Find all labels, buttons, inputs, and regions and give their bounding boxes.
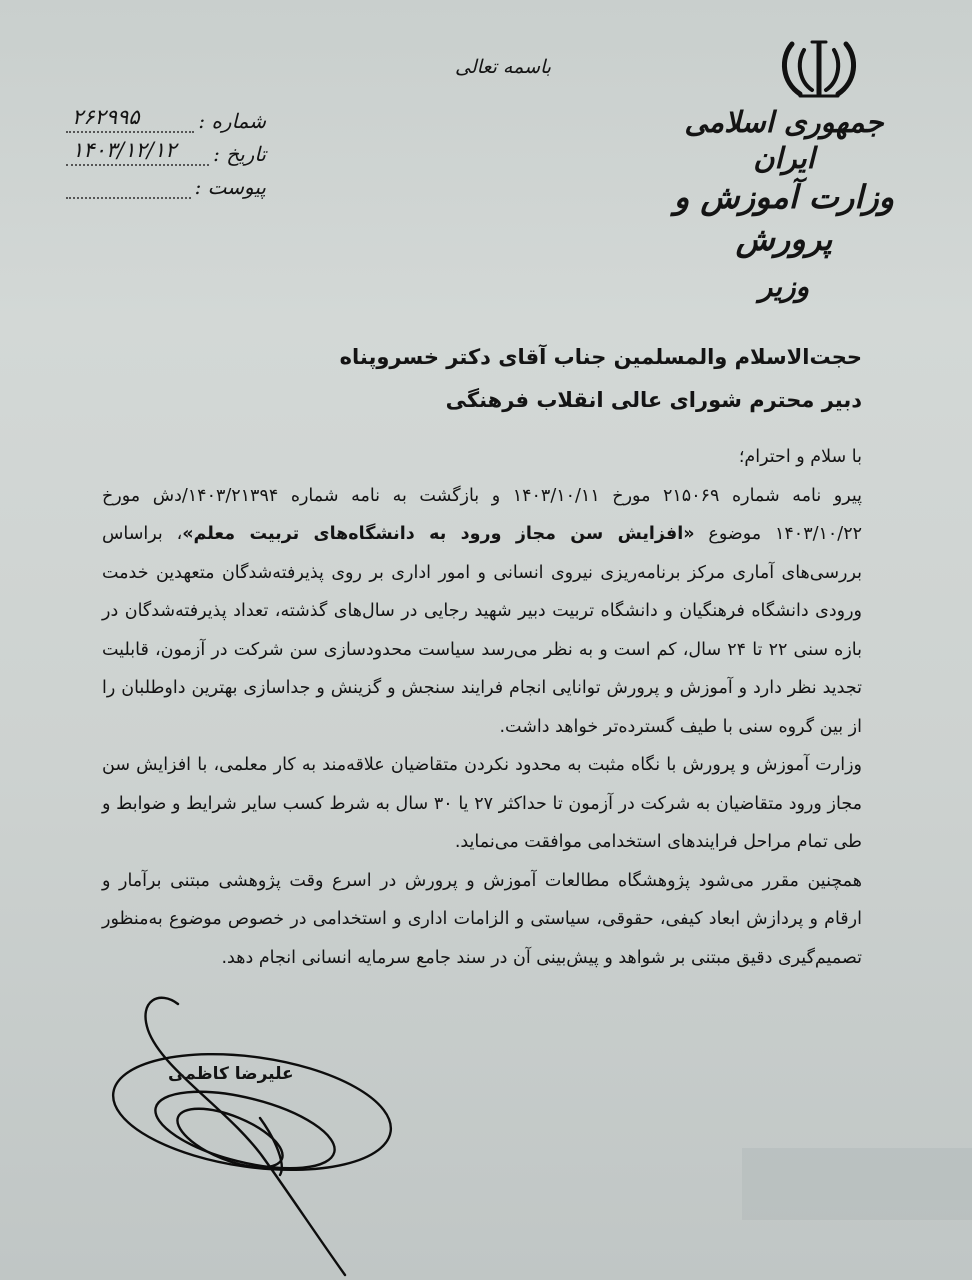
greeting: با سلام و احترام؛ xyxy=(738,447,862,467)
date-label: تاریخ : xyxy=(213,142,266,166)
attachment-label: پیوست : xyxy=(194,175,266,199)
date-value: ۱۴۰۳/۱۲/۱۲ xyxy=(66,138,209,166)
basmala: باسمه تعالی xyxy=(455,56,552,78)
paragraph-2: وزارت آموزش و پرورش با نگاه مثبت به محدود نکردن متقاضیان علاقه‌مند به کار معلمی، با افزایش سن مجاز ورود متقاضیان به شرکت در آزمون تا حداکثر ۲۷ یا ۳۰ سال به شرط کسب سایر شرایط و ضوابط و طی تمام مراحل فرایندهای استخدامی موافقت می‌نماید. xyxy=(102,755,862,852)
attachment-value xyxy=(66,171,191,199)
handwritten-signature-icon xyxy=(90,990,450,1280)
ministry-header xyxy=(654,104,914,308)
letter-meta xyxy=(66,100,266,199)
number-label: شماره : xyxy=(198,109,266,133)
recipient-title: دبیر محترم شورای عالی انقلاب فرهنگی xyxy=(445,388,862,412)
recipient-name: حجت‌الاسلام والمسلمین جناب آقای دکتر خسروپناه xyxy=(339,345,862,369)
letter-body xyxy=(102,438,862,977)
subject-title: «افزایش سن مجاز ورود به دانشگاه‌های تربیت معلم» xyxy=(182,524,695,544)
ministry-name: وزارت آموزش و پرورش xyxy=(673,178,895,258)
signer-name: علیرضا کاظمی xyxy=(168,1064,294,1084)
scan-artifact xyxy=(742,1148,972,1220)
iran-emblem-icon xyxy=(778,38,860,102)
attachment-row xyxy=(66,166,266,199)
recipient-block xyxy=(340,336,862,422)
letter-number-row xyxy=(66,100,266,133)
paragraph-1-intro: پیرو نامه شماره ۲۱۵۰۶۹ مورخ ۱۴۰۳/۱۰/۱۱ و بازگشت به نامه شماره ۱۴۰۳/۲۱۳۹۴/دش مورخ ۱۴۰۳/۱۰/۲۲ موضوع xyxy=(102,485,862,544)
country-name: جمهوری اسلامی ایران xyxy=(684,105,884,175)
paragraph-1-rest: ، براساس بررسی‌های آماری مرکز برنامه‌ریزی نیروی انسانی و امور اداری بر روی پذیرفته‌شدگان متعهدین خدمت ورودی دانشگاه فرهنگیان و دانشگاه تربیت دبیر شهید رجایی در سال‌های گذشته، تعداد پذیرفته‌شدگان در بازه سنی ۲۲ تا ۲۴ سال، کم است و به نظر می‌رسد سیاست محدودسازی سن شرکت در آزمون، قابلیت تجدید نظر دارد و آموزش و پرورش توانایی انجام فرایند سنجش و گزینش و جداسازی بهترین داوطلبان را از بین گروه سنی با طیف گسترده‌تر خواهد داشت. xyxy=(102,524,862,737)
paragraph-1 xyxy=(102,477,862,747)
paragraph-3: همچنین مقرر می‌شود پژوهشگاه مطالعات آموزش و پرورش در اسرع وقت پژوهشی مبتنی برآمار و ارقام و پردازش ابعاد کیفی، حقوقی، سیاستی و الزامات اداری و استخدامی در خصوص موضوع به‌منظور تصمیم‌گیری دقیق مبتنی بر شواهد و پیش‌بینی آن در سند جامع سرمایه انسانی انجام دهد. xyxy=(102,870,862,968)
number-value: ۲۶۲۹۹۵ xyxy=(66,105,194,133)
office-title: وزیر xyxy=(758,270,810,303)
letter-date-row xyxy=(66,133,266,166)
